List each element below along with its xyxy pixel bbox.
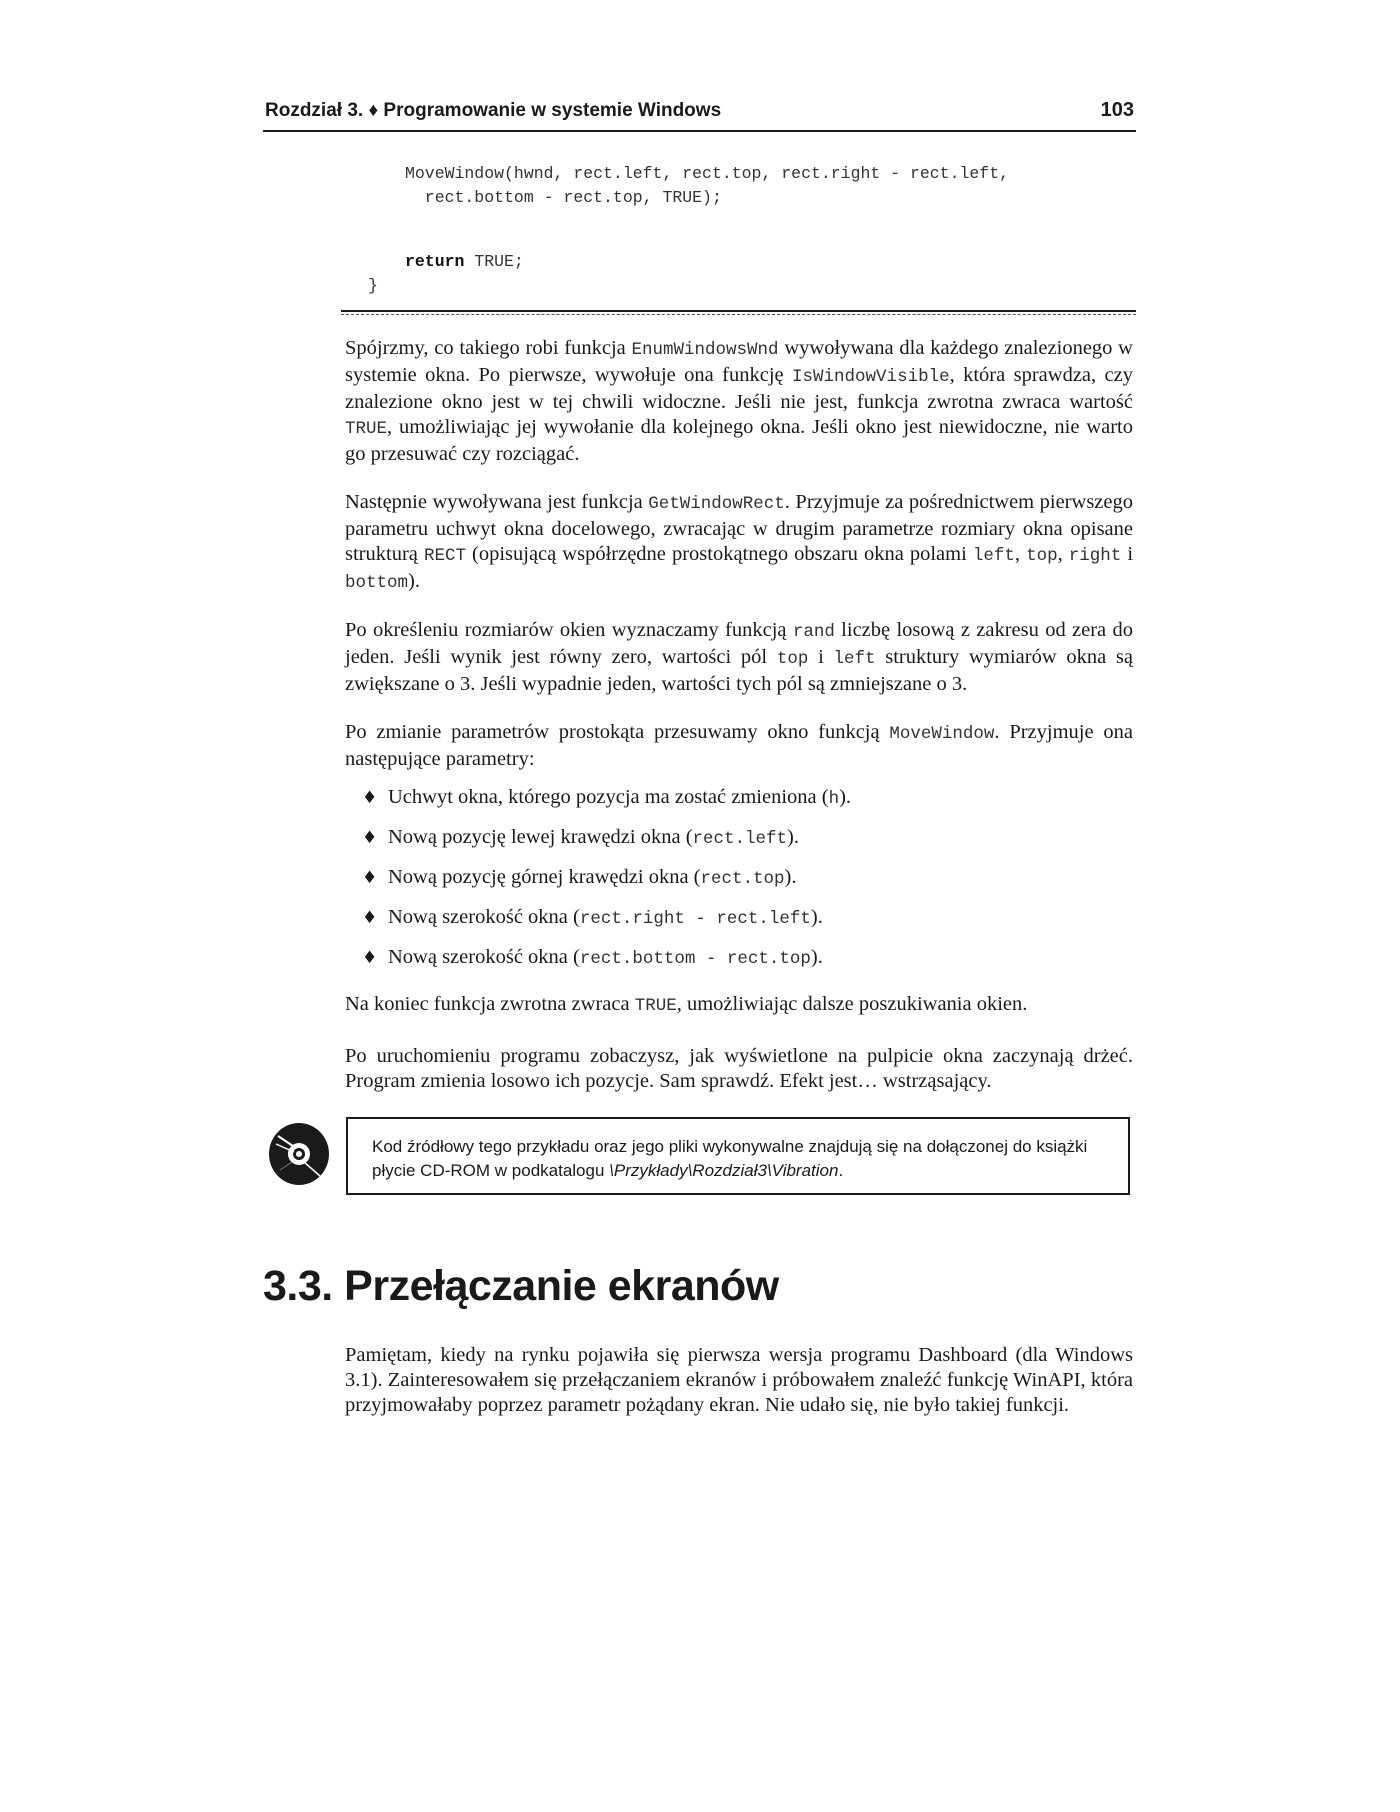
code-line-movewindow-cont: rect.bottom - rect.top, TRUE); xyxy=(405,188,722,207)
text: i xyxy=(1121,543,1134,565)
chapter-title: Rozdział 3. ♦ Programowanie w systemie Windows xyxy=(265,100,722,121)
text: (opisującą współrzędne prostokątnego obszaru okna polami xyxy=(465,543,973,565)
code-inline: rand xyxy=(792,622,835,642)
text: , xyxy=(1014,543,1027,565)
text: Spójrzmy, co takiego robi funkcja xyxy=(345,337,632,359)
text: Nową szerokość okna ( xyxy=(388,946,580,968)
text: struktury wymiarów okna są zwiększane o 3. Jeśli wypadnie jeden, wartości tych pól są zmniejszane o 3. xyxy=(345,646,1134,695)
text: , która sprawdza, czy znalezione okno jest w tej chwili widoczne. Jeśli nie jest, funkcja zwrotna zwraca wartość xyxy=(345,364,1133,413)
text: ). xyxy=(787,826,799,848)
code-inline: IsWindowVisible xyxy=(792,367,950,387)
code-close-brace: } xyxy=(368,276,378,295)
paragraph-dashboard: Pamiętam, kiedy na rynku pojawiła się pierwsza wersja programu Dashboard (dla Windows 3.1). Zainteresowałem się przełączaniem ekranów i próbowałem znaleźć funkcję WinAPI, która przyjmowałaby poprzez parametr pożądany ekran. Nie udało się, nie było takiej funkcji. xyxy=(345,1344,1133,1416)
bullet-diamond-icon: ♦ xyxy=(362,828,378,848)
code-line-movewindow: MoveWindow(hwnd, rect.left, rect.top, rect.right - rect.left, xyxy=(405,164,1009,183)
code-inline: left xyxy=(972,546,1015,566)
code-inline: GetWindowRect xyxy=(648,494,785,514)
list-item xyxy=(362,825,799,852)
code-inline: top xyxy=(1026,546,1058,566)
code-inline: left xyxy=(833,649,876,669)
code-inline: bottom xyxy=(345,573,409,593)
cd-note-text xyxy=(372,1135,1112,1183)
paragraph-getwindowrect xyxy=(345,490,1133,596)
text: ). xyxy=(810,946,823,968)
list-item xyxy=(362,945,823,972)
text: Nową pozycję lewej krawędzi okna ( xyxy=(388,826,693,848)
text: . xyxy=(838,1161,844,1180)
text: Na koniec funkcja zwrotna zwraca xyxy=(345,993,635,1015)
paragraph-program-run: Po uruchomieniu programu zobaczysz, jak wyświetlone na pulpicie okna zaczynają drżeć. Program zmienia losowo ich pozycje. Sam sprawdź. Efekt jest… wstrząsający. xyxy=(345,1045,1133,1092)
text: Po zmianie parametrów prostokąta przesuwamy okno funkcją xyxy=(345,721,890,743)
code-line-return xyxy=(405,250,524,274)
text: Nową pozycję górnej krawędzi okna ( xyxy=(388,866,701,888)
code-end-rule-dashed xyxy=(341,314,1136,315)
list-item xyxy=(362,905,823,932)
text: Po określeniu rozmiarów okien wyznaczamy funkcją xyxy=(345,619,793,641)
section-heading: 3.3. Przełączanie ekranów xyxy=(263,1262,779,1310)
code-inline: MoveWindow xyxy=(889,724,995,744)
text: i xyxy=(808,646,834,668)
code-inline: rect.bottom - rect.top xyxy=(579,949,811,969)
cd-note-box xyxy=(346,1117,1130,1195)
text: ). xyxy=(784,866,797,888)
text: . Przyjmuje za pośrednictwem pierwszego parametru uchwyt okna docelowego, zwracając w drugim parametrze rozmiary okna opisane strukturą xyxy=(345,491,1133,565)
text: Następnie wywoływana jest funkcja xyxy=(345,491,649,513)
code-inline: top xyxy=(776,649,809,669)
code-keyword-return: return xyxy=(405,252,465,271)
code-return-value: TRUE; xyxy=(464,252,524,271)
list-item xyxy=(362,865,796,892)
bullet-diamond-icon: ♦ xyxy=(362,868,378,888)
cd-rom-icon xyxy=(266,1118,332,1188)
cd-path: \Przykłady\Rozdział3\Vibration xyxy=(609,1161,839,1180)
paragraph-return-true xyxy=(345,992,1133,1019)
bullet-diamond-icon: ♦ xyxy=(362,948,378,968)
code-inline: rect.right - rect.left xyxy=(579,909,811,929)
bullet-diamond-icon: ♦ xyxy=(362,908,378,928)
code-inline: rect.top xyxy=(700,869,785,889)
paragraph-rand xyxy=(345,618,1133,697)
text: . Przyjmuje ona następujące parametry: xyxy=(345,721,1133,770)
text: , xyxy=(1057,543,1069,565)
text: ). xyxy=(810,906,823,928)
code-inline: right xyxy=(1068,546,1122,566)
paragraph-movewindow xyxy=(345,720,1133,772)
running-header xyxy=(263,96,1136,132)
text: , umożliwiając dalsze poszukiwania okien. xyxy=(676,993,1028,1015)
code-inline: h xyxy=(828,789,840,809)
text: wywoływana dla każdego znalezionego w systemie okna. Po pierwsze, wywołuje ona funkcję xyxy=(345,337,1133,386)
list-item xyxy=(362,785,851,812)
text: ). xyxy=(839,786,852,808)
code-inline: EnumWindowsWnd xyxy=(631,340,779,360)
bullet-diamond-icon: ♦ xyxy=(362,788,378,808)
code-inline: TRUE xyxy=(634,996,677,1016)
paragraph-enumwindowswnd xyxy=(345,336,1133,467)
code-inline: RECT xyxy=(423,546,466,566)
page-number: 103 xyxy=(1100,99,1134,121)
code-inline: rect.left xyxy=(692,829,788,849)
text: liczbę losową z zakresu od zera do jeden. Jeśli wynik jest równy zero, wartości pól xyxy=(345,619,1133,668)
text: Kod źródłowy tego przykładu oraz jego pliki wykonywalne znajdują się na dołączonej do książki płycie CD-ROM w podkatalogu xyxy=(372,1137,1088,1180)
text: Nową szerokość okna ( xyxy=(388,906,580,928)
text: , umożliwiając jej wywołanie dla kolejnego okna. Jeśli okno jest niewidoczne, nie warto go przesuwać czy rozciągać. xyxy=(345,416,1133,465)
text: ). xyxy=(408,570,420,592)
code-inline: TRUE xyxy=(345,419,388,439)
text: Uchwyt okna, którego pozycja ma zostać zmieniona ( xyxy=(388,786,829,808)
code-end-rule xyxy=(341,310,1136,312)
